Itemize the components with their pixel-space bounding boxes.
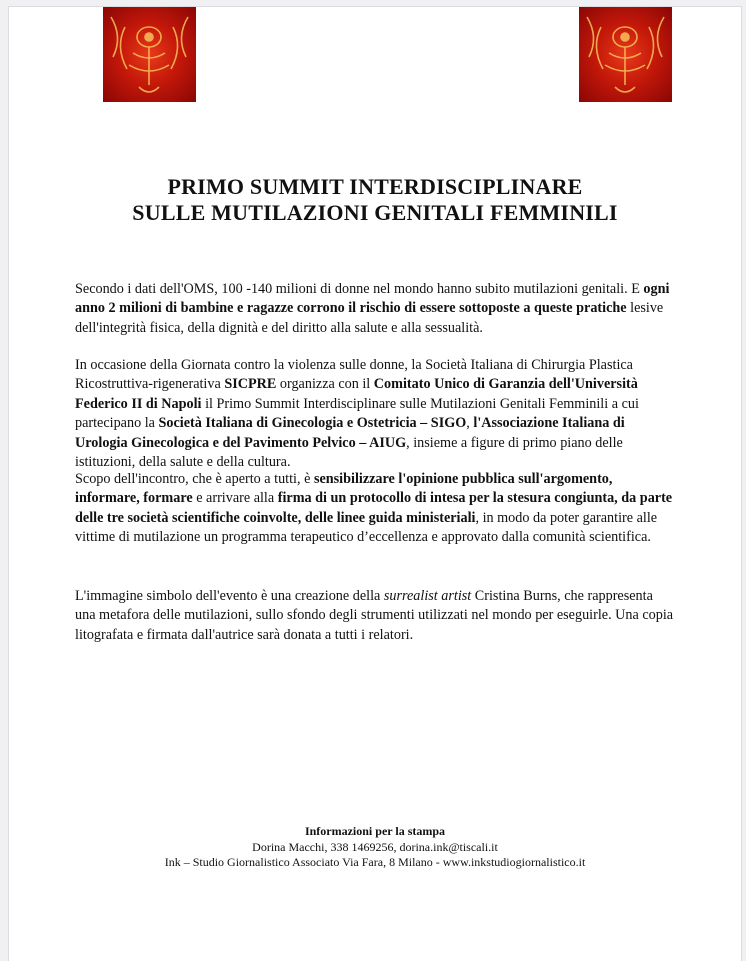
press-agency-line: Ink – Studio Giornalistico Associato Via Fara, 8 Milano - www.inkstudiogiornalistico.it	[164, 855, 586, 869]
title-line-2: SULLE MUTILAZIONI GENITALI FEMMINILI	[132, 200, 618, 225]
italic-span: surrealist artist	[383, 588, 472, 604]
bold-span: ogni anno 2 milioni di bambine e ragazze corrono il rischio di essere sottoposte a queste pratiche	[75, 281, 670, 317]
emblem-graphic-left	[103, 7, 196, 102]
text-span: ,	[466, 415, 474, 432]
paragraph-meeting-purpose	[75, 470, 675, 548]
press-heading: Informazioni per la stampa	[304, 824, 446, 838]
text-span: , in modo da poter garantire alle vittime di mutilazione un programma terapeutico d’eccellenza e approvato dalla comunità scientifica.	[75, 509, 658, 546]
bold-span: sensibilizzare l'opinione pubblica sull'argomento, informare, formare	[75, 471, 613, 507]
bold-span: Comitato Unico di Garanzia dell'Università Federico II di Napoli	[75, 376, 638, 412]
paragraph-event-image	[75, 587, 675, 645]
text-span: il Primo Summit Interdisciplinare sulle Mutilazioni Genitali Femminili a cui partecipano la	[75, 395, 639, 432]
emblem-graphic-right	[579, 7, 672, 102]
title-line-1: PRIMO SUMMIT INTERDISCIPLINARE	[167, 174, 583, 199]
text-span: Cristina Burns, che rappresenta una metafora delle mutilazioni, sullo sfondo degli strumenti utilizzati nel mondo per eseguirle. Una copia litografata e firmata dall'autrice sarà donata a tutti i relatori.	[75, 588, 674, 643]
document-page	[8, 6, 742, 961]
text-span: L'immagine simbolo dell'evento è una creazione della	[75, 588, 384, 604]
text-span: , insieme a figure di primo piano delle istituzioni, della salute e della cultura.	[75, 434, 623, 471]
bold-span: l'Associazione Italiana di Urologia Ginecologica e del Pavimento Pelvico – AIUG	[75, 415, 625, 451]
bold-span: firma di un protocollo di intesa per la stesura congiunta, da parte delle tre società scientifiche coinvolte, delle linee guida ministeriali	[75, 490, 673, 526]
text-span: organizza con il	[276, 376, 374, 393]
paragraph-summit-organization	[75, 356, 675, 472]
bold-span: SICPRE	[224, 376, 277, 393]
paragraph-oms-data	[75, 280, 675, 338]
document-title	[9, 174, 741, 226]
text-span: Secondo i dati dell'OMS, 100 -140 milioni di donne nel mondo hanno subito mutilazioni genitali. E	[75, 281, 644, 297]
press-info	[9, 824, 741, 871]
text-span: e arrivare alla	[192, 490, 278, 507]
red-ornamental-emblem-icon	[103, 7, 196, 102]
text-span: lesive dell'integrità fisica, della dignità e del diritto alla salute e alla sessualità.	[75, 300, 664, 336]
text-span: In occasione della Giornata contro la violenza sulle donne, la Società Italiana di Chirurgia Plastica Ricostruttiva-rigenerativa	[75, 357, 633, 393]
red-ornamental-emblem-icon	[579, 7, 672, 102]
bold-span: Società Italiana di Ginecologia e Ostetricia – SIGO	[158, 415, 467, 432]
press-contact-line: Dorina Macchi, 338 1469256, dorina.ink@tiscali.it	[252, 839, 498, 854]
text-span: Scopo dell'incontro, che è aperto a tutti, è	[75, 471, 314, 487]
